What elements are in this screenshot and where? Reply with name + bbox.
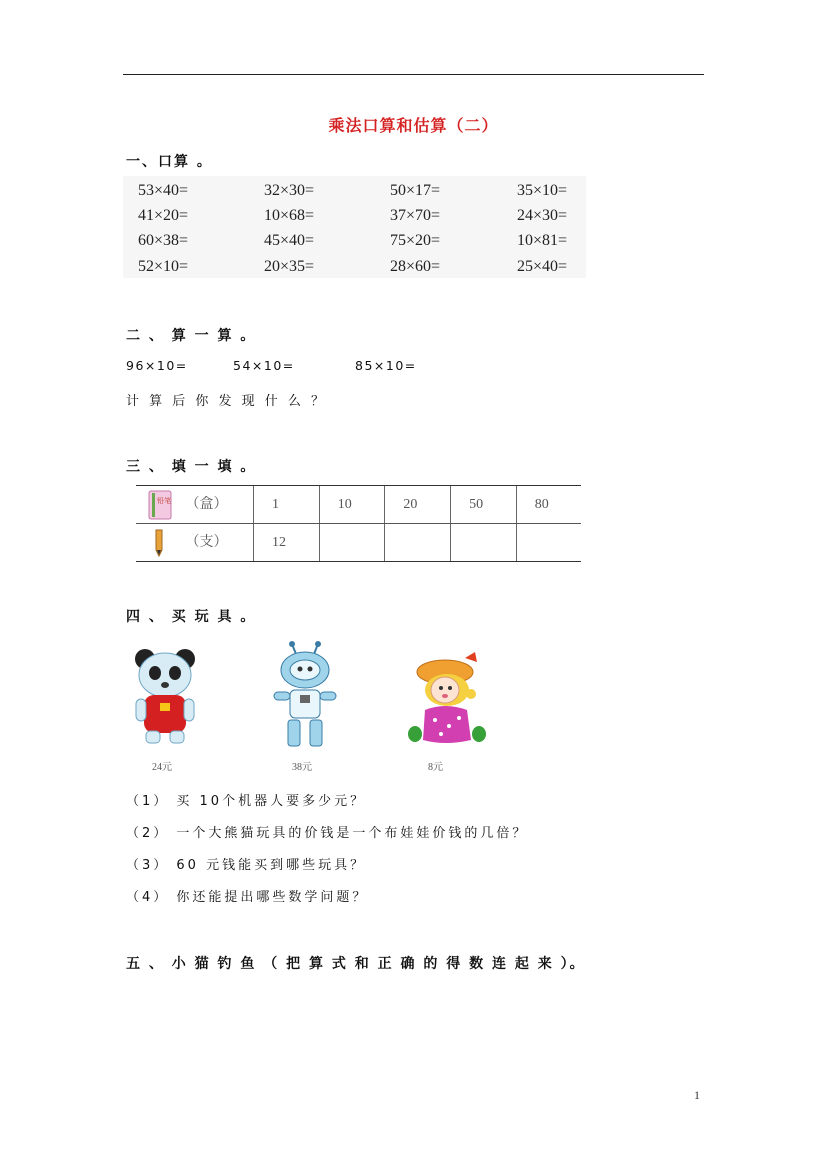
page-title: 乘法口算和估算（二） [328, 116, 499, 135]
exercise-2: 54×10= [233, 358, 295, 373]
section4-heading: 四 、 买 玩 具 。 [126, 609, 257, 625]
oral-calc-item: 20×35= [264, 258, 315, 275]
toy-question-1: （1） 买 10个机器人要多少元？ [126, 794, 367, 809]
exercise-1: 96×10= [126, 358, 188, 373]
pencil-icon [148, 528, 172, 558]
toy-question-3: （3） 60 元钱能买到哪些玩具？ [126, 858, 367, 873]
pencil-box-label: 铅笔 [157, 496, 171, 505]
section1-heading: 一、口算 。 [126, 154, 213, 170]
table-cell: 80 [516, 486, 581, 524]
header-rule [123, 74, 704, 75]
toy-question-2: （2） 一个大熊猫玩具的价钱是一个布娃娃价钱的几倍？ [126, 826, 529, 841]
oral-calc-item: 52×10= [138, 258, 189, 275]
exercise-3: 85×10= [355, 358, 417, 373]
oral-calc-item: 37×70= [390, 207, 441, 224]
page-number: 1 [694, 1088, 700, 1102]
row-label-boxes [136, 486, 254, 524]
oral-calc-item: 53×40= [138, 182, 189, 199]
oral-calc-item: 75×20= [390, 232, 441, 249]
row-label-pencils [136, 524, 254, 562]
oral-calc-item: 45×40= [264, 232, 315, 249]
price-panda: 24元 [152, 762, 172, 773]
section3-heading: 三 、 填 一 填 。 [126, 459, 257, 475]
table-cell: 1 [254, 486, 320, 524]
oral-calc-item: 25×40= [517, 258, 568, 275]
toy-question-4: （4） 你还能提出哪些数学问题？ [126, 890, 369, 905]
pencil-box-icon [148, 490, 172, 520]
oral-calc-item: 28×60= [390, 258, 441, 275]
oral-calc-item: 32×30= [264, 182, 315, 199]
unit-boxes: （盒） [185, 496, 228, 512]
table-cell: 20 [385, 486, 451, 524]
doll-toy-icon [405, 650, 491, 748]
oral-calc-item: 41×20= [138, 207, 189, 224]
price-robot: 38元 [292, 762, 312, 773]
table-row-boxes [136, 486, 581, 524]
table-cell [516, 524, 581, 562]
price-doll: 8元 [428, 762, 443, 773]
oral-calc-item: 24×30= [517, 207, 568, 224]
table-cell [385, 524, 451, 562]
unit-pencils: （支） [185, 534, 228, 550]
table-cell: 10 [319, 486, 385, 524]
robot-toy-icon [268, 640, 342, 750]
table-cell [451, 524, 517, 562]
panda-toy-icon [132, 643, 198, 749]
table-row-pencils [136, 524, 581, 562]
oral-calc-item: 60×38= [138, 232, 189, 249]
oral-calc-item: 10×81= [517, 232, 568, 249]
oral-calc-item: 35×10= [517, 182, 568, 199]
table-cell [319, 524, 385, 562]
section5-heading: 五 、 小 猫 钓 鱼 （ 把 算 式 和 正 确 的 得 数 连 起 来 ）。 [126, 956, 586, 972]
section2-heading: 二 、 算 一 算 。 [126, 328, 257, 344]
oral-calc-item: 50×17= [390, 182, 441, 199]
fill-in-table [136, 485, 581, 562]
table-cell: 50 [451, 486, 517, 524]
table-cell: 12 [254, 524, 320, 562]
oral-calc-item: 10×68= [264, 207, 315, 224]
section2-question: 计 算 后 你 发 现 什 么 ？ [126, 394, 328, 409]
